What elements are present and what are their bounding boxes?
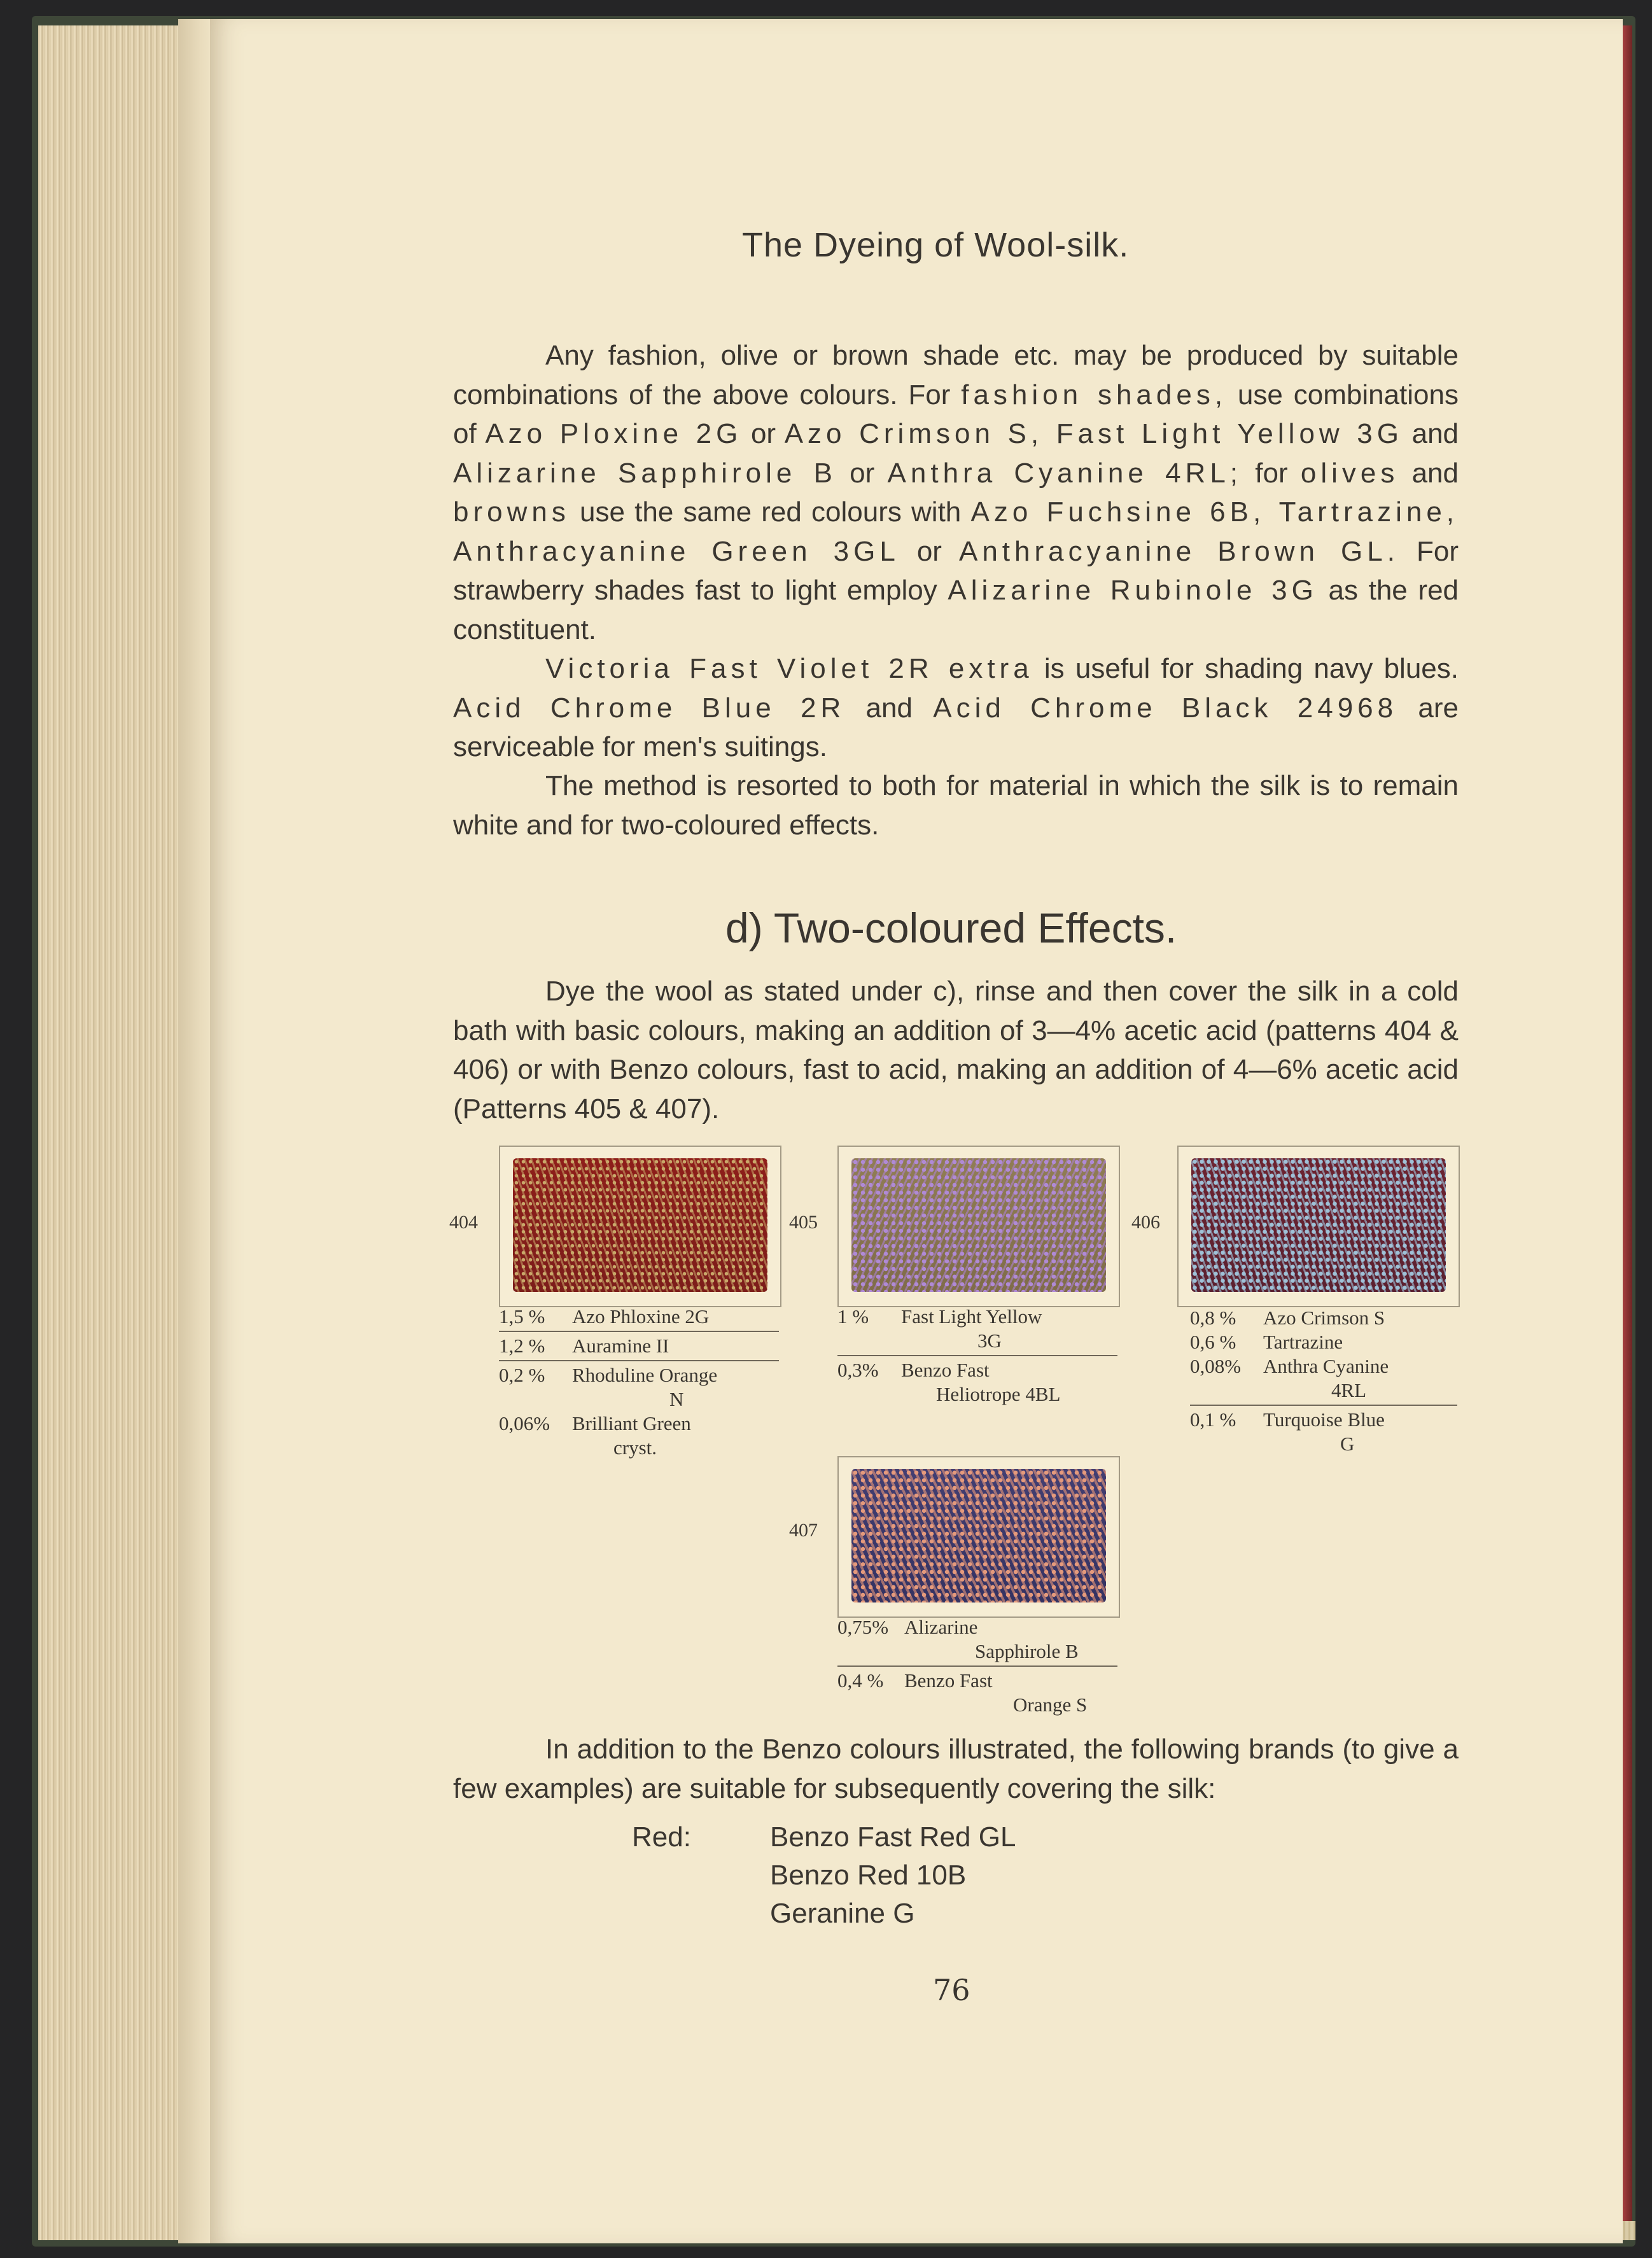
recipe-404 xyxy=(499,1305,779,1460)
recipe-continuation: Heliotrope 4BL xyxy=(936,1383,1061,1405)
recipe-divider xyxy=(499,1331,779,1332)
recipe-405 xyxy=(837,1305,1117,1406)
page-number: 76 xyxy=(933,1973,970,2007)
fabric-swatch xyxy=(513,1158,767,1292)
recipe-406 xyxy=(1190,1306,1457,1456)
recipe-line: 0,2 % Rhoduline Orange xyxy=(499,1364,718,1386)
recipe-line: 1 % Fast Light Yellow xyxy=(837,1305,1042,1328)
intro-paragraph-2: Victoria Fast Violet 2R extra is useful for shading navy blues. Acid Chrome Blue 2R and Acid Chrome Black 24968 are serviceable for men's suitings. xyxy=(453,653,1459,762)
recipe-divider xyxy=(837,1665,1117,1667)
recipe-continuation: Orange S xyxy=(1013,1694,1088,1716)
pattern-frame xyxy=(837,1146,1120,1307)
recipe-line: 0,3% Benzo Fast xyxy=(837,1359,990,1381)
recipe-divider xyxy=(1190,1405,1457,1406)
pattern-frame xyxy=(1177,1146,1460,1307)
recipe-divider xyxy=(837,1355,1117,1356)
fabric-swatch xyxy=(851,1469,1106,1602)
recipe-line: 0,4 % Benzo Fast xyxy=(837,1669,993,1692)
pattern-frame xyxy=(499,1146,781,1307)
recipe-line: 0,8 % Azo Crimson S xyxy=(1190,1307,1385,1329)
recipe-line: 0,06% Brilliant Green xyxy=(499,1412,691,1434)
pattern-number: 406 xyxy=(1131,1212,1160,1233)
intro-paragraph-3: The method is resorted to both for material in which the silk is to remain white and for two-coloured effects. xyxy=(453,770,1459,841)
recipe-line: 1,5 % Azo Phloxine 2G xyxy=(499,1305,710,1328)
red-brands-label: Red: xyxy=(632,1821,691,1853)
recipe-divider xyxy=(499,1360,779,1361)
recipe-continuation: cryst. xyxy=(613,1436,657,1459)
red-brand-item: Geranine G xyxy=(770,1898,915,1929)
pattern-number: 404 xyxy=(449,1212,478,1233)
red-brand-item: Benzo Red 10B xyxy=(770,1860,967,1891)
recipe-continuation: 3G xyxy=(977,1329,1002,1352)
page-title: The Dyeing of Wool-silk. xyxy=(742,226,1130,264)
recipe-continuation: N xyxy=(669,1388,684,1410)
fabric-swatch xyxy=(851,1158,1106,1292)
recipe-continuation: 4RL xyxy=(1331,1379,1367,1401)
section-title: d) Two-coloured Effects. xyxy=(725,904,1177,951)
closing-paragraph: In addition to the Benzo colours illustrated, the following brands (to give a few examples) are suitable for subsequently covering the silk: xyxy=(453,1734,1459,1804)
recipe-line: 0,6 % Tartrazine xyxy=(1190,1331,1343,1353)
pattern-number: 405 xyxy=(789,1212,818,1233)
red-brand-item: Benzo Fast Red GL xyxy=(770,1821,1016,1853)
section-paragraph: Dye the wool as stated under c), rinse and then cover the silk in a cold bath with basic colours, making an addition of 3—4% acetic acid (patterns 404 & 406) or with Benzo colours, fast to acid, making an addition of 4—6% acetic acid (Patterns 405 & 407). xyxy=(453,976,1459,1125)
recipe-line: 1,2 % Auramine II xyxy=(499,1335,669,1357)
recipe-continuation: Sapphirole B xyxy=(975,1640,1079,1662)
recipe-407 xyxy=(837,1615,1117,1717)
fabric-swatch xyxy=(1191,1158,1446,1292)
pattern-frame xyxy=(837,1456,1120,1618)
pattern-number: 407 xyxy=(789,1520,818,1541)
recipe-line: 0,1 % Turquoise Blue xyxy=(1190,1408,1385,1431)
recipe-line: 0,75% Alizarine xyxy=(837,1616,978,1638)
intro-paragraph-1: Any fashion, olive or brown shade etc. may be produced by suitable combinations of the above colours. For fashion shades, use combinations of Azo Ploxine 2G or Azo Crimson S, Fast Light Yellow 3G and Alizarine Sapphirole B or Anthra Cyanine 4RL; for olives and browns use the same red colours with Azo Fuchsine 6B, Tartrazine, Anthracyanine Green 3GL or Anthracyanine Brown GL. For strawberry shades fast to light employ Alizarine Rubinole 3G as the red constituent. xyxy=(453,340,1459,645)
recipe-continuation: G xyxy=(1340,1433,1355,1455)
recipe-line: 0,08% Anthra Cyanine xyxy=(1190,1355,1389,1377)
